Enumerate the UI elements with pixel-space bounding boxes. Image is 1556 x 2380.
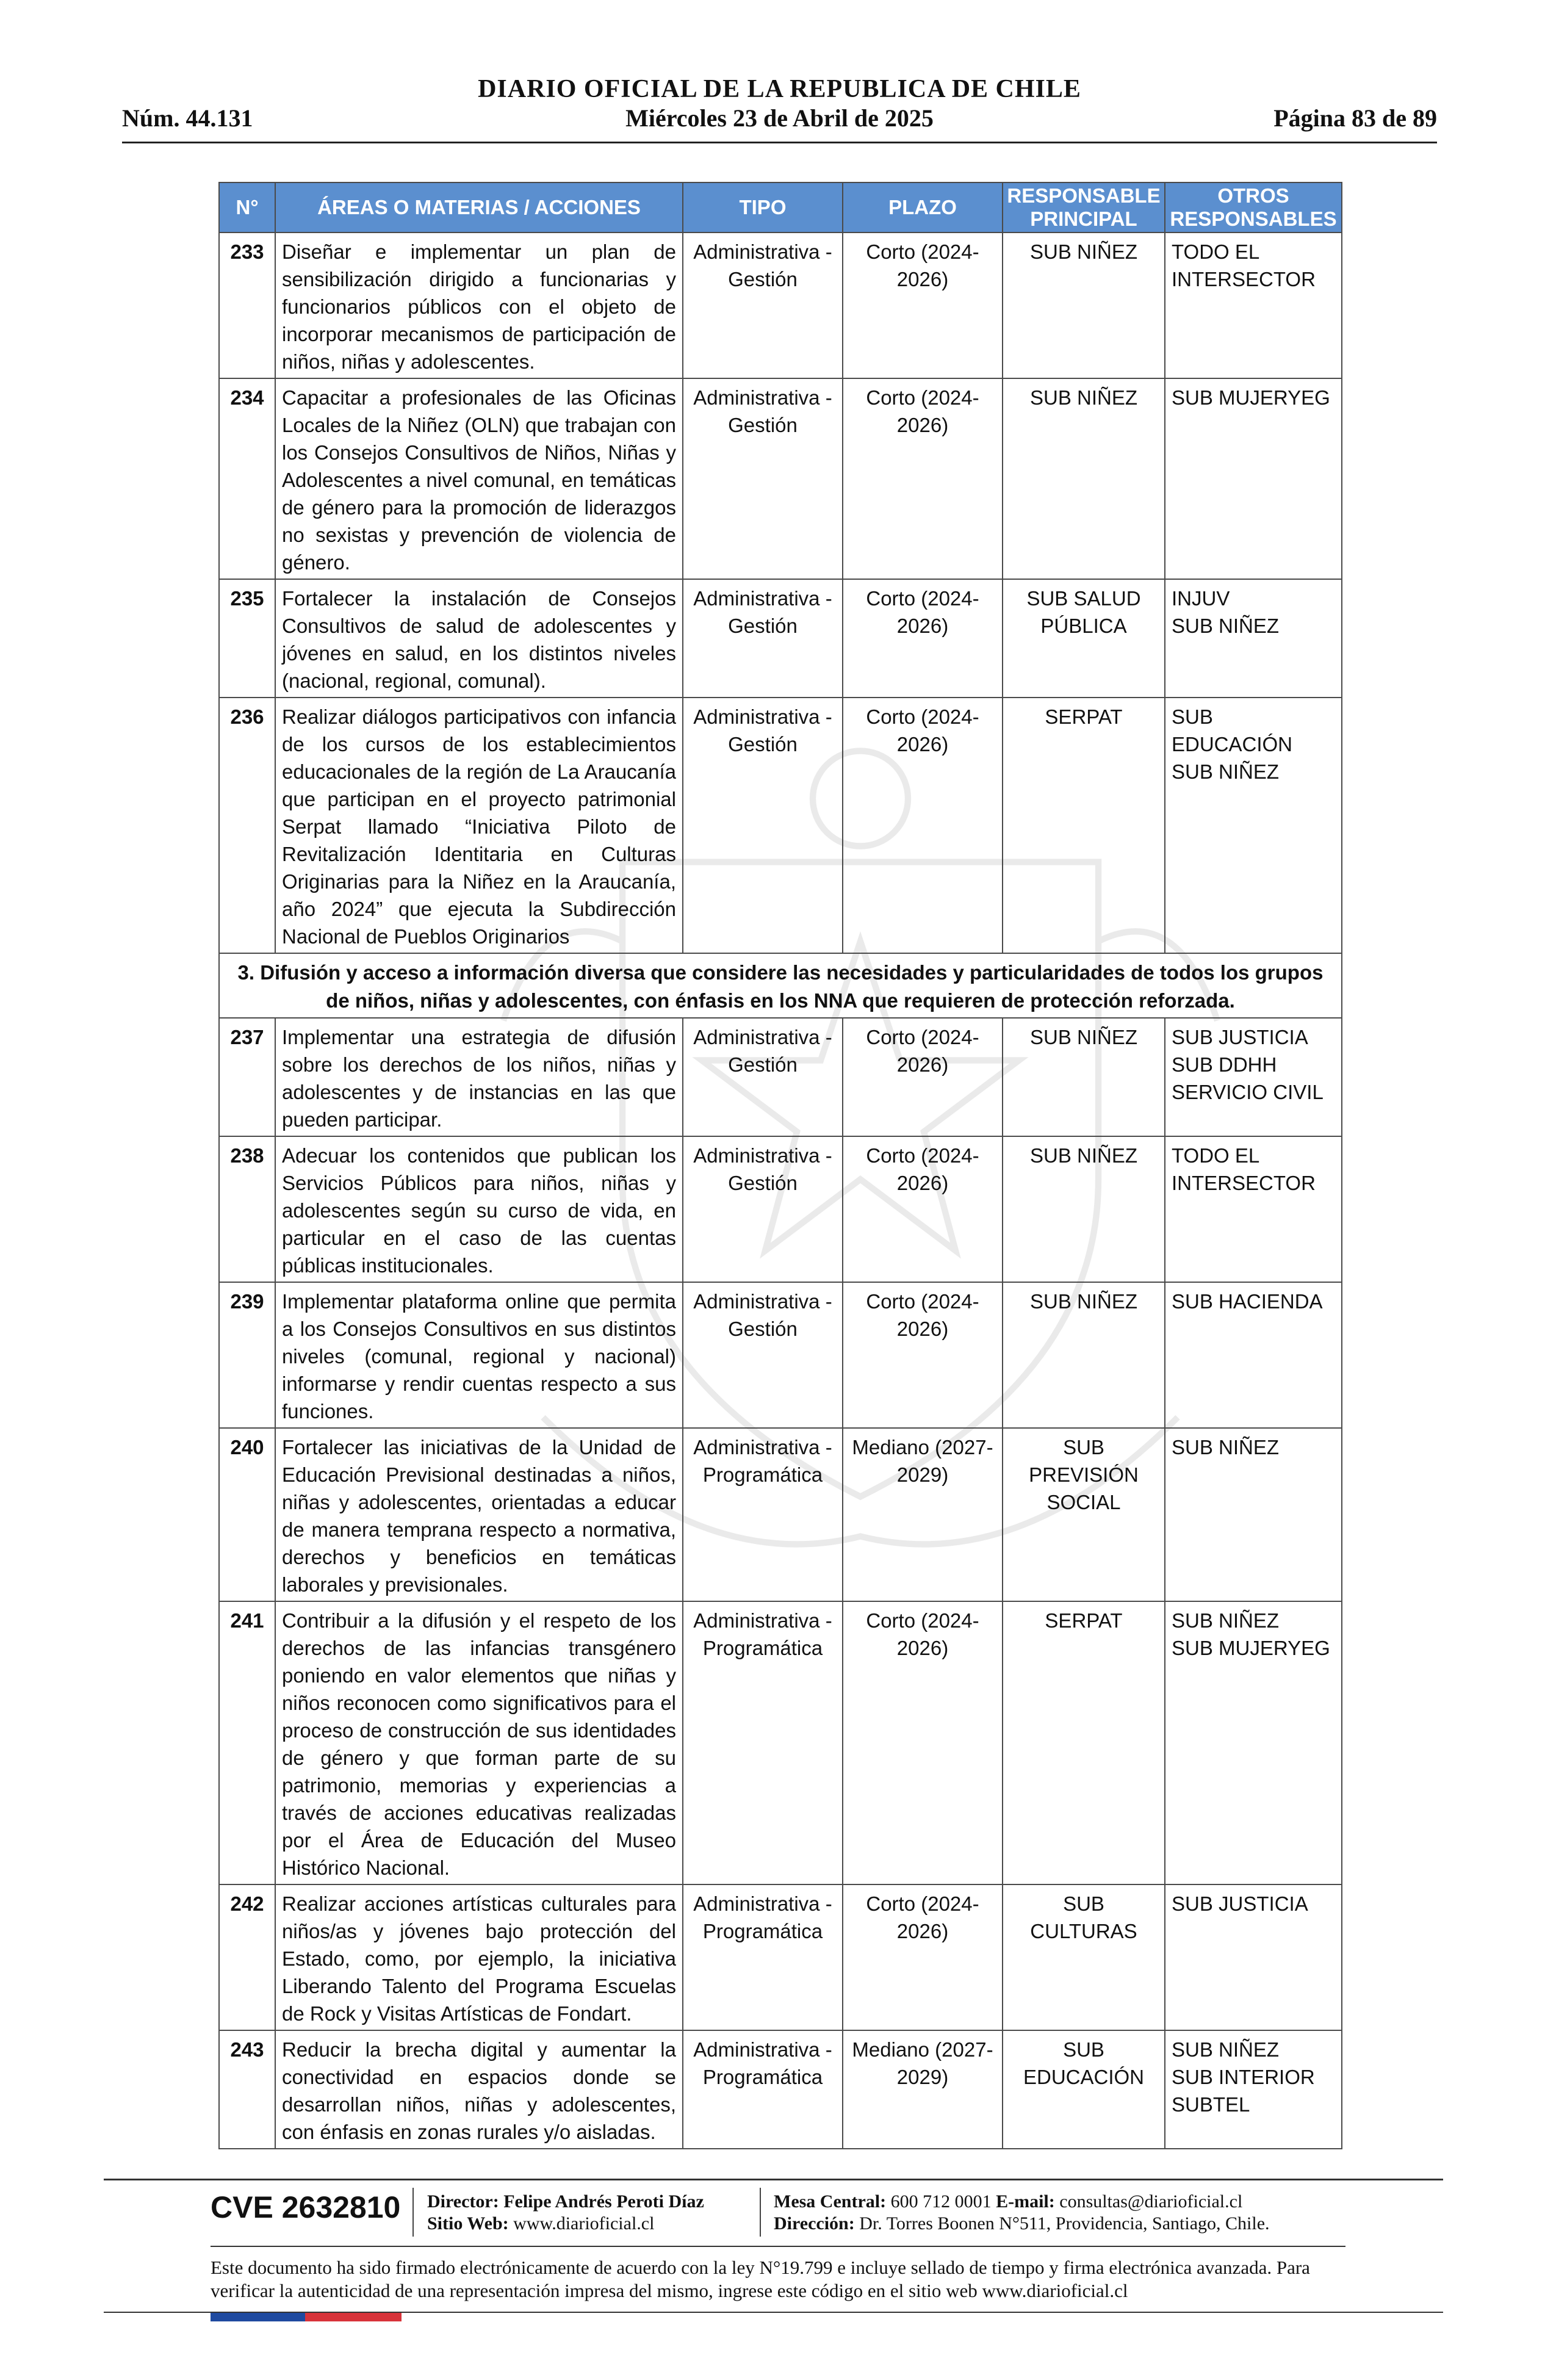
row-term: Corto (2024-2026) [843,1136,1003,1282]
row-main-responsible: SERPAT [1003,698,1165,953]
page-number: Página 83 de 89 [1273,104,1437,132]
row-type: Administrativa - Gestión [683,378,843,579]
section-heading: 3. Difusión y acceso a información diversa que considere las necesidades y particularidades de todos los grupos de niños, niñas y adolescentes, con énfasis en los NNA que requieren de protección reforzada. [219,953,1342,1018]
row-term: Corto (2024-2026) [843,1884,1003,2030]
header-divider [122,142,1437,143]
row-other-responsibles: SUB JUSTICIA SUB DDHH SERVICIO CIVIL [1165,1018,1342,1136]
table-row [219,1282,1342,1428]
row-main-responsible: SUB NIÑEZ [1003,1136,1165,1282]
table-row [219,1018,1342,1136]
mesa-label: Mesa Central: [774,2191,887,2212]
issue-date: Miércoles 23 de Abril de 2025 [625,104,934,132]
row-other-responsibles: SUB NIÑEZ SUB MUJERYEG [1165,1601,1342,1884]
row-type: Administrativa - Programática [683,1601,843,1884]
row-action: Capacitar a profesionales de las Oficinas Locales de la Niñez (OLN) que trabajan con los Consejos Consultivos de Niños, Niñas y Adolescentes a nivel comunal, en temáticas de género para la promoción de liderazgos no sexistas y prevención de violencia de género. [275,378,683,579]
flag-stripe-blue [211,2313,305,2321]
website-label: Sitio Web: [427,2213,509,2234]
row-main-responsible: SUB EDUCACIÓN [1003,2030,1165,2149]
table-row [219,1884,1342,2030]
issue-number: Núm. 44.131 [122,104,253,132]
row-number: 235 [219,579,275,698]
row-main-responsible: SUB NIÑEZ [1003,1018,1165,1136]
row-term: Corto (2024-2026) [843,579,1003,698]
column-header-other-responsibles: OTROS RESPONSABLES [1165,182,1342,233]
footer-separator [760,2188,761,2237]
column-header-main-responsible: RESPONSABLE PRINCIPAL [1003,182,1165,233]
row-type: Administrativa - Gestión [683,579,843,698]
row-action: Adecuar los contenidos que publican los Servicios Públicos para niños, niñas y adolescentes según su curso de vida, en particular en el caso de las cuentas públicas institucionales. [275,1136,683,1282]
row-main-responsible: SERPAT [1003,1601,1165,1884]
row-type: Administrativa - Gestión [683,1018,843,1136]
row-term: Corto (2024-2026) [843,233,1003,378]
email-address: consultas@diarioficial.cl [1059,2191,1243,2212]
row-other-responsibles: SUB JUSTICIA [1165,1884,1342,2030]
column-header-number: N° [219,182,275,233]
row-action: Reducir la brecha digital y aumentar la conectividad en espacios donde se desarrollan niños, niñas y adolescentes, con énfasis en zonas rurales y/o aisladas. [275,2030,683,2149]
row-action: Fortalecer las iniciativas de la Unidad de Educación Previsional destinadas a niños, niñas y adolescentes, orientadas a educar de manera temprana respecto a normativa, derechos y beneficios en temáticas laborales y previsionales. [275,1428,683,1601]
row-other-responsibles: SUB MUJERYEG [1165,378,1342,579]
row-type: Administrativa - Gestión [683,1282,843,1428]
row-term: Corto (2024-2026) [843,698,1003,953]
table-header-row [219,182,1342,233]
address-label: Dirección: [774,2213,855,2234]
row-other-responsibles: SUB NIÑEZ SUB INTERIOR SUBTEL [1165,2030,1342,2149]
row-type: Administrativa - Programática [683,1428,843,1601]
row-term: Mediano (2027-2029) [843,2030,1003,2149]
footer-director-block [427,2191,704,2235]
footer-middle-rule [211,2246,1345,2247]
director-label: Director: [427,2191,499,2212]
mesa-phone: 600 712 0001 [890,2191,992,2212]
table-row [219,698,1342,953]
email-label: E-mail: [996,2191,1055,2212]
row-type: Administrativa - Programática [683,1884,843,2030]
row-main-responsible: SUB SALUD PÚBLICA [1003,579,1165,698]
row-main-responsible: SUB CULTURAS [1003,1884,1165,2030]
row-action: Realizar acciones artísticas culturales para niños/as y jóvenes bajo protección del Estado, como, por ejemplo, la iniciativa Liberando Talento del Programa Escuelas de Rock y Visitas Artísticas de Fondart. [275,1884,683,2030]
row-main-responsible: SUB NIÑEZ [1003,233,1165,378]
row-number: 241 [219,1601,275,1884]
row-other-responsibles: SUB EDUCACIÓN SUB NIÑEZ [1165,698,1342,953]
row-action: Fortalecer la instalación de Consejos Consultivos de salud de adolescentes y jóvenes en salud, en los distintos niveles (nacional, regional, comunal). [275,579,683,698]
table-row [219,1136,1342,1282]
row-term: Corto (2024-2026) [843,1601,1003,1884]
row-type: Administrativa - Programática [683,2030,843,2149]
row-number: 243 [219,2030,275,2149]
cve-code: CVE 2632810 [211,2190,401,2224]
row-type: Administrativa - Gestión [683,1136,843,1282]
column-header-term: PLAZO [843,182,1003,233]
row-main-responsible: SUB PREVISIÓN SOCIAL [1003,1428,1165,1601]
footer-top-rule [104,2179,1443,2180]
row-other-responsibles: TODO EL INTERSECTOR [1165,1136,1342,1282]
footer-separator [412,2188,414,2237]
column-header-type: TIPO [683,182,843,233]
table-row [219,378,1342,579]
row-main-responsible: SUB NIÑEZ [1003,378,1165,579]
row-main-responsible: SUB NIÑEZ [1003,1282,1165,1428]
row-action: Realizar diálogos participativos con infancia de los cursos de los establecimientos educacionales de la región de La Araucanía que participan en el proyecto patrimonial Serpat llamado “Iniciativa Piloto de Revitalización Identitaria en Culturas Originarias para la Niñez en la Araucanía, año 2024” que ejecuta la Subdirección Nacional de Pueblos Originarios [275,698,683,953]
table-row [219,1601,1342,1884]
table-row [219,579,1342,698]
row-number: 234 [219,378,275,579]
row-number: 233 [219,233,275,378]
row-other-responsibles: TODO EL INTERSECTOR [1165,233,1342,378]
table-row [219,1428,1342,1601]
row-term: Mediano (2027-2029) [843,1428,1003,1601]
row-other-responsibles: INJUV SUB NIÑEZ [1165,579,1342,698]
row-action: Implementar una estrategia de difusión sobre los derechos de los niños, niñas y adolescentes y de instancias en las que pueden participar. [275,1018,683,1136]
row-number: 242 [219,1884,275,2030]
publication-title: DIARIO OFICIAL DE LA REPUBLICA DE CHILE [478,75,1081,103]
row-action: Implementar plataforma online que permita a los Consejos Consultivos en sus distintos niveles (comunal, regional y nacional) informarse y rendir cuentas respecto a sus funciones. [275,1282,683,1428]
address-value: Dr. Torres Boonen N°511, Providencia, Santiago, Chile. [859,2213,1270,2234]
row-term: Corto (2024-2026) [843,1018,1003,1136]
flag-stripe-red [305,2313,402,2321]
row-number: 240 [219,1428,275,1601]
row-number: 237 [219,1018,275,1136]
footer-contact-block [774,2191,1270,2235]
row-term: Corto (2024-2026) [843,1282,1003,1428]
director-name: Felipe Andrés Peroti Díaz [503,2191,704,2212]
row-action: Diseñar e implementar un plan de sensibilización dirigido a funcionarias y funcionarios públicos con el objeto de incorporar mecanismos de participación de niños, niñas y adolescentes. [275,233,683,378]
row-other-responsibles: SUB NIÑEZ [1165,1428,1342,1601]
row-type: Administrativa - Gestión [683,233,843,378]
row-action: Contribuir a la difusión y el respeto de los derechos de las infancias transgénero poniendo en valor elementos que niñas y niños reconocen como significativos para el proceso de construcción de sus identidades de género y que forman parte de su patrimonio, memorias y experiencias a través de acciones educativas realizadas por el Área de Educación del Museo Histórico Nacional. [275,1601,683,1884]
electronic-signature-disclaimer: Este documento ha sido firmado electrónicamente de acuerdo con la ley N°19.799 e incluye sellado de tiempo y firma electrónica avanzada. Para verificar la autenticidad de una representación impresa del mismo, ingrese este código en el sitio web www.diarioficial.cl [211,2257,1310,2301]
row-number: 239 [219,1282,275,1428]
website-url: www.diarioficial.cl [513,2213,655,2234]
row-number: 238 [219,1136,275,1282]
row-type: Administrativa - Gestión [683,698,843,953]
column-header-actions: ÁREAS O MATERIAS / ACCIONES [275,182,683,233]
row-other-responsibles: SUB HACIENDA [1165,1282,1342,1428]
table-row [219,2030,1342,2149]
actions-table [218,182,1342,2149]
table-row [219,233,1342,378]
page-header [122,74,1437,143]
section-row [219,953,1342,1018]
row-number: 236 [219,698,275,953]
row-term: Corto (2024-2026) [843,378,1003,579]
